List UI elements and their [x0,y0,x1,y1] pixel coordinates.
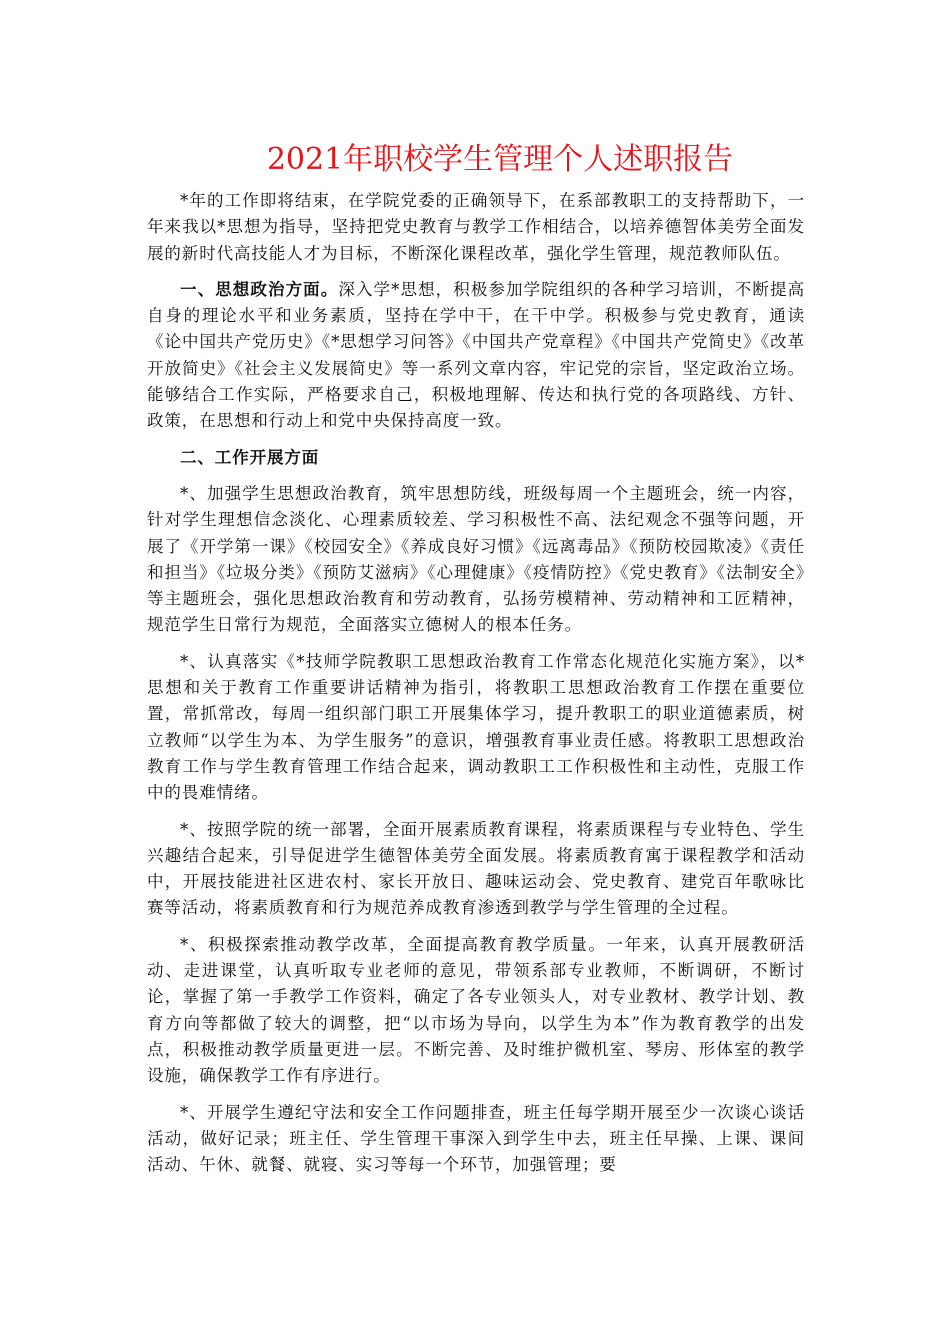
intro-paragraph: *年的工作即将结束，在学院党委的正确领导下，在系部教职工的支持帮助下，一年来我以*思想为指导，坚持把党史教育与教学工作相结合，以培养德智体美劳全面发展的新时代高技能人才为目标，不断深化课程改革，强化学生管理，规范教师队伍。 [147,191,805,263]
body-paragraph: *、开展学生遵纪守法和安全工作问题排查，班主任每学期开展至少一次谈心谈话活动，做好记录；班主任、学生管理干事深入到学生中去，班主任早操、上课、课间活动、午休、就餐、就寝、实习等每一个环节，加强管理；要 [147,1102,805,1175]
section-1-paragraph [147,277,805,435]
section-1-text: 深入学*思想，积极参加学院组织的各种学习培训，不断提高自身的理论水平和业务素质，坚持在学中干，在干中学。积极参与党史教育，通读《论中国共产党历史》《*思想学习问答》《中国共产党章程》《中国共产党简史》《改革开放简史》《社会主义发展简史》等一系列文章内容，牢记党的宗旨，坚定政治立场。能够结合工作实际，严格要求自己，积极地理解、传达和执行党的各项路线、方针、政策，在思想和行动上和党中央保持高度一致。 [147,279,805,431]
document-body [147,188,805,1188]
section-2-heading: 二、工作开展方面 [180,447,320,467]
section-1-heading: 一、思想政治方面。 [180,279,339,299]
body-paragraph: *、积极探索推动教学改革，全面提高教育教学质量。一年来，认真开展教研活动、走进课堂，认真听取专业老师的意见，带领系部专业教师，不断调研，不断讨论，掌握了第一手教学工作资料，确定了各专业领头人，对专业教材、教学计划、教育方向等都做了较大的调整，把“以市场为导向，以学生为本”作为教育教学的出发点，积极推动教学质量更进一层。不断完善、及时维护微机室、琴房、形体室的教学设施，确保教学工作有序进行。 [147,934,805,1086]
body-paragraph: *、认真落实《*技师学院教职工思想政治教育工作常态化规范化实施方案》，以*思想和关于教育工作重要讲话精神为指引，将教职工思想政治教育工作摆在重要位置，常抓常改，每周一组织部门职工开展集体学习，提升教职工的职业道德素质，树立教师“以学生为本、为学生服务”的意识，增强教育事业责任感。将教职工思想政治教育工作与学生教育管理工作结合起来，调动教职工工作积极性和主动性，克服工作中的畏难情绪。 [147,651,805,803]
body-paragraph: *、加强学生思想政治教育，筑牢思想防线，班级每周一个主题班会，统一内容，针对学生理想信念淡化、心理素质较差、学习积极性不高、法纪观念不强等问题，开展了《开学第一课》《校园安全》《养成良好习惯》《远离毒品》《预防校园欺凌》《责任和担当》《垃圾分类》《预防艾滋病》《心理健康》《疫情防控》《党史教育》《法制安全》等主题班会，强化思想政治教育和劳动教育，弘扬劳模精神、劳动精神和工匠精神，规范学生日常行为规范，全面落实立德树人的根本任务。 [147,483,805,635]
body-paragraph: *、按照学院的统一部署，全面开展素质教育课程，将素质课程与专业特色、学生兴趣结合起来，引导促进学生德智体美劳全面发展。将素质教育寓于课程教学和活动中，开展技能进社区进农村、家长开放日、趣味运动会、党史教育、建党百年歌咏比赛等活动，将素质教育和行为规范养成教育渗透到教学与学生管理的全过程。 [147,819,805,918]
document-title: 2021年职校学生管理个人述职报告 [266,142,734,177]
